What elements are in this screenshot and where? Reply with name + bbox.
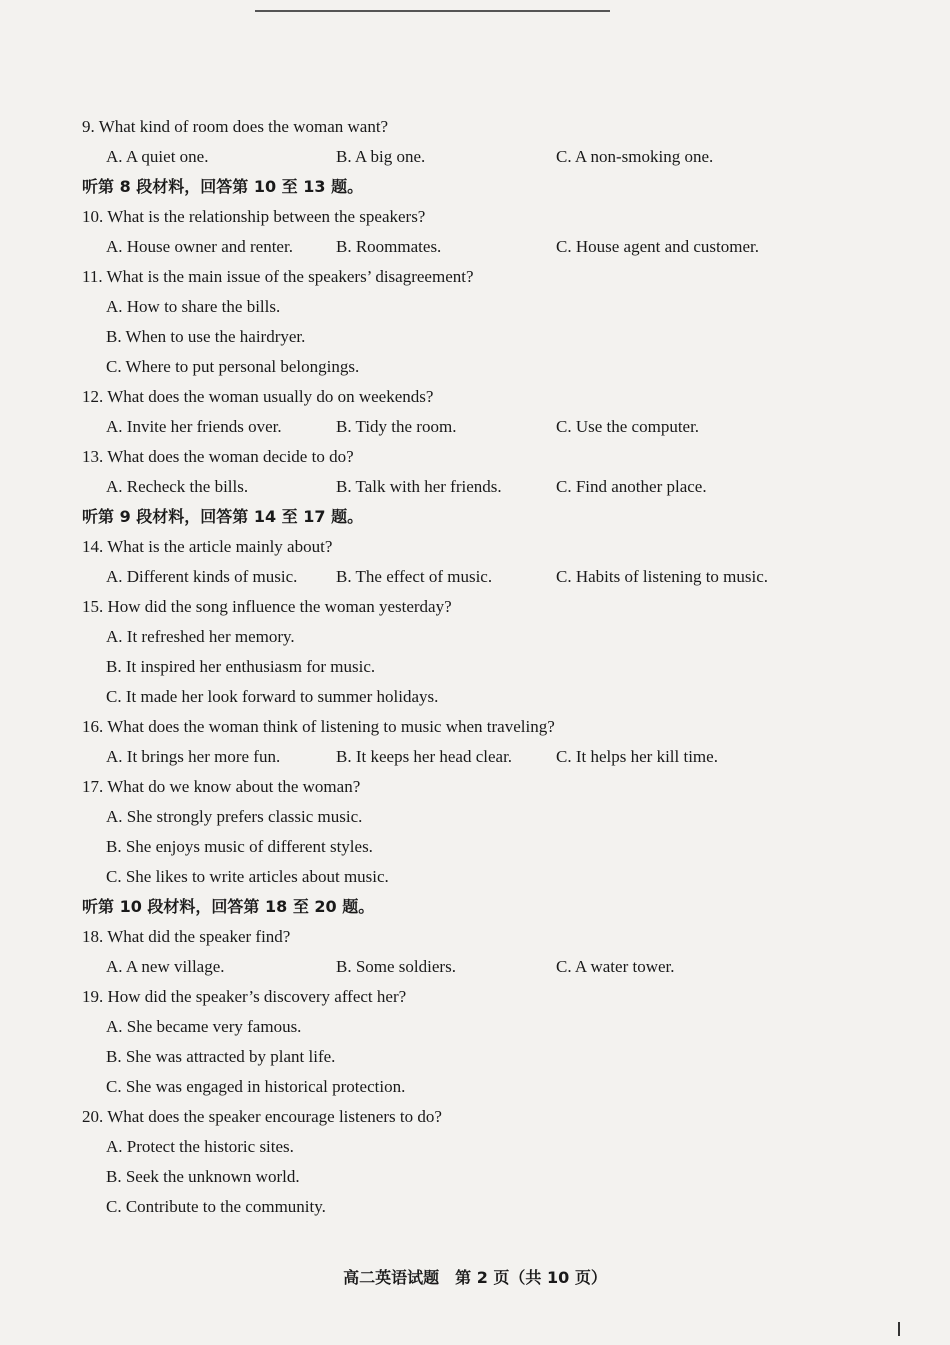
option-row <box>82 742 902 772</box>
answer-option: C. Use the computer. <box>556 417 700 436</box>
question-text: 19. How did the speaker’s discovery affect her? <box>82 987 407 1006</box>
option-row <box>82 562 902 592</box>
question-text: 11. What is the main issue of the speakers’ disagreement? <box>82 267 474 286</box>
answer-option: A. Different kinds of music. <box>106 567 298 586</box>
answer-option: A. A new village. <box>106 957 225 976</box>
section-heading: 听第 9 段材料，回答第 14 至 17 题。 <box>82 507 364 526</box>
answer-option: C. A water tower. <box>556 957 675 976</box>
answer-option: B. Tidy the room. <box>336 417 457 436</box>
answer-option: C. House agent and customer. <box>556 237 760 256</box>
top-rule <box>255 10 610 12</box>
question-text: 13. What does the woman decide to do? <box>82 447 354 466</box>
option-row <box>82 412 902 442</box>
answer-option: B. It inspired her enthusiasm for music. <box>106 657 376 676</box>
answer-option: B. She enjoys music of different styles. <box>106 837 373 856</box>
answer-option: B. She was attracted by plant life. <box>106 1047 336 1066</box>
answer-option: C. It made her look forward to summer holidays. <box>106 687 439 706</box>
option-row <box>82 952 902 982</box>
answer-option: B. When to use the hairdryer. <box>106 327 306 346</box>
answer-option: A. It refreshed her memory. <box>106 627 295 646</box>
option-row <box>82 472 902 502</box>
answer-option: A. Recheck the bills. <box>106 477 249 496</box>
answer-option: A. Protect the historic sites. <box>106 1137 294 1156</box>
question-text: 17. What do we know about the woman? <box>82 777 361 796</box>
question-text: 9. What kind of room does the woman want? <box>82 117 389 136</box>
question-text: 16. What does the woman think of listening to music when traveling? <box>82 717 555 736</box>
answer-option: A. She strongly prefers classic music. <box>106 807 363 826</box>
answer-option: A. Invite her friends over. <box>106 417 282 436</box>
question-text: 20. What does the speaker encourage listeners to do? <box>82 1107 442 1126</box>
answer-option: C. Habits of listening to music. <box>556 567 769 586</box>
section-heading: 听第 8 段材料，回答第 10 至 13 题。 <box>82 177 364 196</box>
question-text: 10. What is the relationship between the speakers? <box>82 207 426 226</box>
option-row <box>82 232 902 262</box>
answer-option: B. The effect of music. <box>336 567 493 586</box>
answer-option: C. It helps her kill time. <box>556 747 718 766</box>
edge-mark <box>898 1322 900 1336</box>
answer-option: C. A non-smoking one. <box>556 147 714 166</box>
page-footer: 高二英语试题 第 2 页（共 10 页） <box>343 1268 607 1287</box>
answer-option: A. How to share the bills. <box>106 297 281 316</box>
answer-option: B. Roommates. <box>336 237 442 256</box>
section-heading: 听第 10 段材料，回答第 18 至 20 题。 <box>82 897 375 916</box>
answer-option: A. A quiet one. <box>106 147 209 166</box>
answer-option: A. She became very famous. <box>106 1017 302 1036</box>
answer-option: A. It brings her more fun. <box>106 747 281 766</box>
question-list <box>82 112 902 1222</box>
answer-option: C. She likes to write articles about music. <box>106 867 389 886</box>
option-row <box>82 142 902 172</box>
answer-option: B. A big one. <box>336 147 426 166</box>
answer-option: B. Talk with her friends. <box>336 477 502 496</box>
question-text: 18. What did the speaker find? <box>82 927 291 946</box>
answer-option: A. House owner and renter. <box>106 237 293 256</box>
answer-option: B. Seek the unknown world. <box>106 1167 300 1186</box>
answer-option: C. Where to put personal belongings. <box>106 357 360 376</box>
answer-option: B. It keeps her head clear. <box>336 747 513 766</box>
answer-option: B. Some soldiers. <box>336 957 456 976</box>
answer-option: C. She was engaged in historical protection. <box>106 1077 406 1096</box>
answer-option: C. Find another place. <box>556 477 707 496</box>
question-text: 15. How did the song influence the woman yesterday? <box>82 597 452 616</box>
question-text: 14. What is the article mainly about? <box>82 537 333 556</box>
question-text: 12. What does the woman usually do on weekends? <box>82 387 434 406</box>
answer-option: C. Contribute to the community. <box>106 1197 326 1216</box>
